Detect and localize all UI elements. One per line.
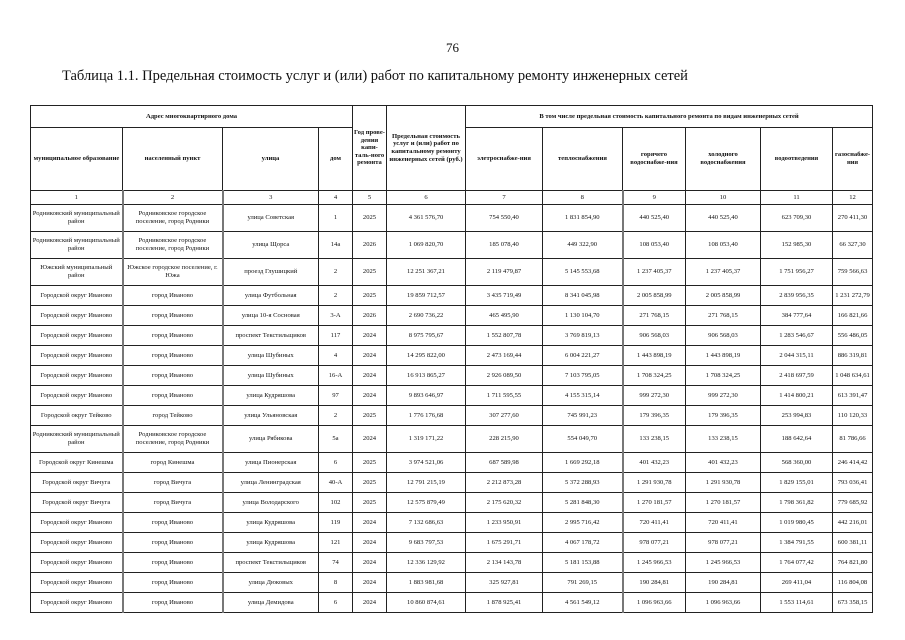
cell-total: 8 975 795,67	[387, 326, 466, 346]
cell-street: улица Кудряшова	[223, 386, 319, 406]
cell-settlement: город Иваново	[123, 513, 223, 533]
cell-municipality: Родниковский муниципальный район	[31, 205, 123, 232]
cell-heat: 1 130 104,70	[543, 306, 623, 326]
cell-year: 2026	[353, 232, 387, 259]
cell-electric: 465 495,90	[466, 306, 543, 326]
cell-street: улица 10-я Сосновая	[223, 306, 319, 326]
cell-sewer: 1 798 361,82	[761, 493, 833, 513]
table-row	[31, 573, 873, 593]
cell-sewer: 2 839 956,35	[761, 286, 833, 306]
cell-street: улица Советская	[223, 205, 319, 232]
cell-street: проспект Текстильщиков	[223, 326, 319, 346]
cell-street: улица Кудряшова	[223, 533, 319, 553]
header-house: дом	[319, 128, 353, 191]
header-costs-group: В том числе предельная стоимость капитального ремонта по видам инженерных сетей	[466, 106, 873, 128]
cell-year: 2025	[353, 286, 387, 306]
cell-street: улица Дюковых	[223, 573, 319, 593]
cell-house: 117	[319, 326, 353, 346]
column-number: 3	[223, 191, 319, 205]
cell-hot-water: 906 568,03	[623, 326, 686, 346]
cell-electric: 2 119 479,87	[466, 259, 543, 286]
cell-gas: 110 120,33	[833, 406, 873, 426]
cell-street: улица Рябикова	[223, 426, 319, 453]
cell-street: улица Щорса	[223, 232, 319, 259]
cell-total: 14 295 822,00	[387, 346, 466, 366]
column-number: 4	[319, 191, 353, 205]
cell-total: 12 791 215,19	[387, 473, 466, 493]
cell-heat: 2 995 716,42	[543, 513, 623, 533]
cell-total: 12 336 129,92	[387, 553, 466, 573]
cell-house: 16-А	[319, 366, 353, 386]
cell-hot-water: 2 005 858,99	[623, 286, 686, 306]
cell-street: улица Пионерская	[223, 453, 319, 473]
cell-heat: 3 769 819,13	[543, 326, 623, 346]
cell-settlement: город Кинешма	[123, 453, 223, 473]
cell-settlement: город Иваново	[123, 366, 223, 386]
cell-sewer: 1 283 546,67	[761, 326, 833, 346]
cell-house: 5а	[319, 426, 353, 453]
table-row	[31, 533, 873, 553]
cell-settlement: город Тейково	[123, 406, 223, 426]
cell-year: 2025	[353, 406, 387, 426]
cell-cold-water: 440 525,40	[686, 205, 761, 232]
cell-year: 2024	[353, 593, 387, 613]
column-number: 8	[543, 191, 623, 205]
cell-total: 12 575 879,49	[387, 493, 466, 513]
cell-electric: 2 175 620,32	[466, 493, 543, 513]
cell-year: 2024	[353, 533, 387, 553]
header-heat: теплоснабжения	[543, 128, 623, 191]
cell-heat: 745 991,23	[543, 406, 623, 426]
cell-cold-water: 271 768,15	[686, 306, 761, 326]
table-row	[31, 493, 873, 513]
column-number: 6	[387, 191, 466, 205]
table-row	[31, 513, 873, 533]
cell-hot-water: 978 077,21	[623, 533, 686, 553]
cell-heat: 554 049,70	[543, 426, 623, 453]
column-number: 7	[466, 191, 543, 205]
column-number: 2	[123, 191, 223, 205]
cell-total: 19 859 712,57	[387, 286, 466, 306]
cell-sewer: 623 709,30	[761, 205, 833, 232]
cell-street: улица Футбольная	[223, 286, 319, 306]
cell-hot-water: 1 270 181,57	[623, 493, 686, 513]
cell-heat: 449 322,90	[543, 232, 623, 259]
cell-year: 2024	[353, 573, 387, 593]
cell-sewer: 384 777,64	[761, 306, 833, 326]
cell-gas: 116 804,08	[833, 573, 873, 593]
column-number-row	[31, 191, 873, 205]
cell-settlement: Родниковское городское поселение, город Родники	[123, 426, 223, 453]
cell-electric: 3 435 719,49	[466, 286, 543, 306]
cell-year: 2025	[353, 493, 387, 513]
cell-sewer: 1 553 114,61	[761, 593, 833, 613]
cell-hot-water: 271 768,15	[623, 306, 686, 326]
table-row	[31, 366, 873, 386]
cell-sewer: 1 384 791,55	[761, 533, 833, 553]
table-row	[31, 205, 873, 232]
table-row	[31, 286, 873, 306]
cell-sewer: 269 411,04	[761, 573, 833, 593]
cell-cold-water: 1 096 963,66	[686, 593, 761, 613]
cell-total: 9 893 646,97	[387, 386, 466, 406]
cell-total: 7 132 686,63	[387, 513, 466, 533]
cell-gas: 886 319,81	[833, 346, 873, 366]
cell-hot-water: 179 396,35	[623, 406, 686, 426]
table-row	[31, 453, 873, 473]
header-total: Предельная стоимость услуг и (или) работ по капитальному ремонту инженерных сетей (руб.)	[387, 106, 466, 191]
cell-cold-water: 1 291 930,78	[686, 473, 761, 493]
cell-settlement: город Иваново	[123, 386, 223, 406]
cell-municipality: Городской округ Иваново	[31, 306, 123, 326]
cell-gas: 270 411,30	[833, 205, 873, 232]
cell-street: улица Демидова	[223, 593, 319, 613]
cell-year: 2025	[353, 259, 387, 286]
cell-hot-water: 108 053,40	[623, 232, 686, 259]
cell-settlement: город Иваново	[123, 573, 223, 593]
cell-electric: 1 711 595,55	[466, 386, 543, 406]
header-hot-water: горячего водоснабже-ния	[623, 128, 686, 191]
cell-municipality: Городской округ Иваново	[31, 326, 123, 346]
cell-cold-water: 906 568,03	[686, 326, 761, 346]
cell-settlement: город Иваново	[123, 533, 223, 553]
cell-street: улица Ульяновская	[223, 406, 319, 426]
cell-settlement: Южское городское поселение, г. Южа	[123, 259, 223, 286]
cell-cold-water: 1 708 324,25	[686, 366, 761, 386]
cell-sewer: 2 044 315,11	[761, 346, 833, 366]
cell-municipality: Городской округ Иваново	[31, 593, 123, 613]
cell-total: 4 361 576,70	[387, 205, 466, 232]
cell-municipality: Городской округ Тейково	[31, 406, 123, 426]
cell-heat: 5 372 288,93	[543, 473, 623, 493]
cell-gas: 1 231 272,79	[833, 286, 873, 306]
cell-electric: 754 550,40	[466, 205, 543, 232]
cell-cold-water: 1 245 966,53	[686, 553, 761, 573]
cost-table	[30, 105, 873, 613]
cell-house: 6	[319, 453, 353, 473]
table-row	[31, 306, 873, 326]
table-row	[31, 406, 873, 426]
cell-cold-water: 133 238,15	[686, 426, 761, 453]
cell-year: 2024	[353, 553, 387, 573]
cell-gas: 246 414,42	[833, 453, 873, 473]
cell-house: 97	[319, 386, 353, 406]
cell-cold-water: 999 272,30	[686, 386, 761, 406]
cell-heat: 4 155 315,14	[543, 386, 623, 406]
cell-heat: 791 269,15	[543, 573, 623, 593]
cell-electric: 2 473 169,44	[466, 346, 543, 366]
cell-municipality: Городской округ Иваново	[31, 573, 123, 593]
cell-total: 10 860 874,61	[387, 593, 466, 613]
cell-street: проспект Текстильщиков	[223, 553, 319, 573]
cell-electric: 1 878 925,41	[466, 593, 543, 613]
cell-heat: 4 561 549,12	[543, 593, 623, 613]
cell-municipality: Городской округ Иваново	[31, 366, 123, 386]
cell-cold-water: 401 432,23	[686, 453, 761, 473]
cell-cold-water: 1 270 181,57	[686, 493, 761, 513]
cell-sewer: 1 751 956,27	[761, 259, 833, 286]
cell-total: 1 776 176,68	[387, 406, 466, 426]
table-row	[31, 473, 873, 493]
cell-house: 6	[319, 593, 353, 613]
cell-hot-water: 401 432,23	[623, 453, 686, 473]
cell-street: улица Кудряшова	[223, 513, 319, 533]
cell-electric: 1 675 291,71	[466, 533, 543, 553]
cell-gas: 1 048 634,61	[833, 366, 873, 386]
cell-gas: 81 786,66	[833, 426, 873, 453]
cell-cold-water: 190 284,81	[686, 573, 761, 593]
cell-year: 2026	[353, 306, 387, 326]
cell-year: 2024	[353, 386, 387, 406]
cell-settlement: Родниковское городское поселение, город Родники	[123, 205, 223, 232]
cell-settlement: город Вичуга	[123, 493, 223, 513]
cell-municipality: Родниковский муниципальный район	[31, 426, 123, 453]
cell-year: 2024	[353, 346, 387, 366]
cell-municipality: Городской округ Иваново	[31, 346, 123, 366]
cell-sewer: 1 414 800,21	[761, 386, 833, 406]
cell-house: 1	[319, 205, 353, 232]
table-row	[31, 346, 873, 366]
cell-heat: 5 145 553,68	[543, 259, 623, 286]
cell-house: 4	[319, 346, 353, 366]
cell-sewer: 2 418 697,59	[761, 366, 833, 386]
header-cold-water: холодного водоснабжения	[686, 128, 761, 191]
table-row	[31, 232, 873, 259]
cell-settlement: город Иваново	[123, 306, 223, 326]
cell-heat: 7 103 795,05	[543, 366, 623, 386]
cell-electric: 228 215,90	[466, 426, 543, 453]
cell-house: 8	[319, 573, 353, 593]
cell-electric: 2 134 143,78	[466, 553, 543, 573]
header-sewer: водоотведения	[761, 128, 833, 191]
cell-street: улица Володарского	[223, 493, 319, 513]
cell-sewer: 253 994,83	[761, 406, 833, 426]
cell-heat: 6 004 221,27	[543, 346, 623, 366]
cell-year: 2024	[353, 326, 387, 346]
cell-house: 2	[319, 259, 353, 286]
cell-house: 14а	[319, 232, 353, 259]
cell-cold-water: 179 396,35	[686, 406, 761, 426]
header-year: Год прове-дения капи-таль-ного ремонта	[353, 106, 387, 191]
cell-electric: 307 277,60	[466, 406, 543, 426]
header-street: улица	[223, 128, 319, 191]
cell-gas: 613 391,47	[833, 386, 873, 406]
cell-gas: 759 566,63	[833, 259, 873, 286]
cell-hot-water: 440 525,40	[623, 205, 686, 232]
cell-cold-water: 978 077,21	[686, 533, 761, 553]
cell-house: 3-А	[319, 306, 353, 326]
cell-municipality: Городской округ Иваново	[31, 553, 123, 573]
cell-settlement: город Иваново	[123, 346, 223, 366]
column-number: 11	[761, 191, 833, 205]
cell-gas: 764 821,80	[833, 553, 873, 573]
cell-year: 2025	[353, 453, 387, 473]
cell-street: улица Шубиных	[223, 346, 319, 366]
cell-municipality: Городской округ Вичуга	[31, 473, 123, 493]
cell-settlement: город Иваново	[123, 326, 223, 346]
cell-municipality: Городской округ Иваново	[31, 286, 123, 306]
cell-hot-water: 133 238,15	[623, 426, 686, 453]
cell-total: 16 913 865,27	[387, 366, 466, 386]
header-electric: элетроснабже-ния	[466, 128, 543, 191]
cell-municipality: Городской округ Кинешма	[31, 453, 123, 473]
cell-settlement: город Иваново	[123, 593, 223, 613]
cell-hot-water: 999 272,30	[623, 386, 686, 406]
cell-street: улица Ленинградская	[223, 473, 319, 493]
cell-total: 1 069 820,70	[387, 232, 466, 259]
cell-house: 40-А	[319, 473, 353, 493]
page-number: 76	[446, 40, 459, 55]
cell-cold-water: 1 443 898,19	[686, 346, 761, 366]
cell-municipality: Родниковский муниципальный район	[31, 232, 123, 259]
header-gas: газоснабже-ния	[833, 128, 873, 191]
column-number: 12	[833, 191, 873, 205]
cell-house: 2	[319, 406, 353, 426]
cell-gas: 600 381,11	[833, 533, 873, 553]
cell-year: 2025	[353, 473, 387, 493]
cell-electric: 2 926 089,50	[466, 366, 543, 386]
cell-electric: 325 927,81	[466, 573, 543, 593]
cell-municipality: Городской округ Иваново	[31, 386, 123, 406]
cell-heat: 8 341 045,98	[543, 286, 623, 306]
cell-gas: 779 685,92	[833, 493, 873, 513]
cell-heat: 1 669 292,18	[543, 453, 623, 473]
cell-electric: 2 212 873,28	[466, 473, 543, 493]
cell-year: 2024	[353, 513, 387, 533]
cell-house: 119	[319, 513, 353, 533]
cell-gas: 442 216,01	[833, 513, 873, 533]
cell-municipality: Городской округ Вичуга	[31, 493, 123, 513]
cell-house: 102	[319, 493, 353, 513]
cell-electric: 687 589,98	[466, 453, 543, 473]
table-row	[31, 426, 873, 453]
cell-total: 9 683 797,53	[387, 533, 466, 553]
cell-settlement: город Иваново	[123, 286, 223, 306]
cell-municipality: Городской округ Иваново	[31, 533, 123, 553]
cell-cold-water: 2 005 858,99	[686, 286, 761, 306]
cell-hot-water: 720 411,41	[623, 513, 686, 533]
cell-cold-water: 1 237 405,37	[686, 259, 761, 286]
cell-settlement: город Иваново	[123, 553, 223, 573]
column-number: 5	[353, 191, 387, 205]
cell-year: 2024	[353, 366, 387, 386]
cell-heat: 1 831 854,90	[543, 205, 623, 232]
cell-gas: 66 327,30	[833, 232, 873, 259]
cell-cold-water: 720 411,41	[686, 513, 761, 533]
column-number: 9	[623, 191, 686, 205]
cell-gas: 793 036,41	[833, 473, 873, 493]
cell-total: 1 883 981,68	[387, 573, 466, 593]
cell-municipality: Южский муниципальный район	[31, 259, 123, 286]
cell-year: 2024	[353, 426, 387, 453]
cell-sewer: 568 360,00	[761, 453, 833, 473]
cell-gas: 556 486,05	[833, 326, 873, 346]
table-body	[31, 205, 873, 613]
cell-hot-water: 190 284,81	[623, 573, 686, 593]
cell-total: 12 251 367,21	[387, 259, 466, 286]
table-row	[31, 386, 873, 406]
table-title: Таблица 1.1. Предельная стоимость услуг и (или) работ по капитальному ремонту инженерных сетей	[62, 68, 688, 84]
cell-sewer: 1 764 077,42	[761, 553, 833, 573]
column-number: 1	[31, 191, 123, 205]
cell-street: проезд Глушицкий	[223, 259, 319, 286]
cell-hot-water: 1 291 930,78	[623, 473, 686, 493]
header-municipality: муниципальное образование	[31, 128, 123, 191]
cell-heat: 4 067 178,72	[543, 533, 623, 553]
cell-house: 74	[319, 553, 353, 573]
table-row	[31, 553, 873, 573]
column-number: 10	[686, 191, 761, 205]
cell-total: 1 319 171,22	[387, 426, 466, 453]
cell-municipality: Городской округ Иваново	[31, 513, 123, 533]
cell-settlement: город Вичуга	[123, 473, 223, 493]
cell-hot-water: 1 708 324,25	[623, 366, 686, 386]
cell-total: 3 974 521,06	[387, 453, 466, 473]
cell-heat: 5 181 153,88	[543, 553, 623, 573]
cell-gas: 166 821,66	[833, 306, 873, 326]
table-row	[31, 259, 873, 286]
cell-sewer: 1 829 155,01	[761, 473, 833, 493]
cell-house: 121	[319, 533, 353, 553]
cell-hot-water: 1 443 898,19	[623, 346, 686, 366]
cell-sewer: 152 985,30	[761, 232, 833, 259]
cell-hot-water: 1 096 963,66	[623, 593, 686, 613]
cell-house: 2	[319, 286, 353, 306]
cell-electric: 185 078,40	[466, 232, 543, 259]
cell-year: 2025	[353, 205, 387, 232]
cell-hot-water: 1 237 405,37	[623, 259, 686, 286]
cell-heat: 5 281 848,30	[543, 493, 623, 513]
cell-sewer: 1 019 980,45	[761, 513, 833, 533]
cell-electric: 1 233 950,91	[466, 513, 543, 533]
table-row	[31, 326, 873, 346]
cell-cold-water: 108 053,40	[686, 232, 761, 259]
cell-total: 2 690 736,22	[387, 306, 466, 326]
header-address-group: Адрес многоквартирного дома	[31, 106, 353, 128]
cell-sewer: 188 642,64	[761, 426, 833, 453]
cell-electric: 1 552 807,78	[466, 326, 543, 346]
cell-street: улица Шубиных	[223, 366, 319, 386]
table-row	[31, 593, 873, 613]
cell-settlement: Родниковское городское поселение, город Родники	[123, 232, 223, 259]
cell-hot-water: 1 245 966,53	[623, 553, 686, 573]
header-settlement: населенный пункт	[123, 128, 223, 191]
cell-gas: 673 358,15	[833, 593, 873, 613]
